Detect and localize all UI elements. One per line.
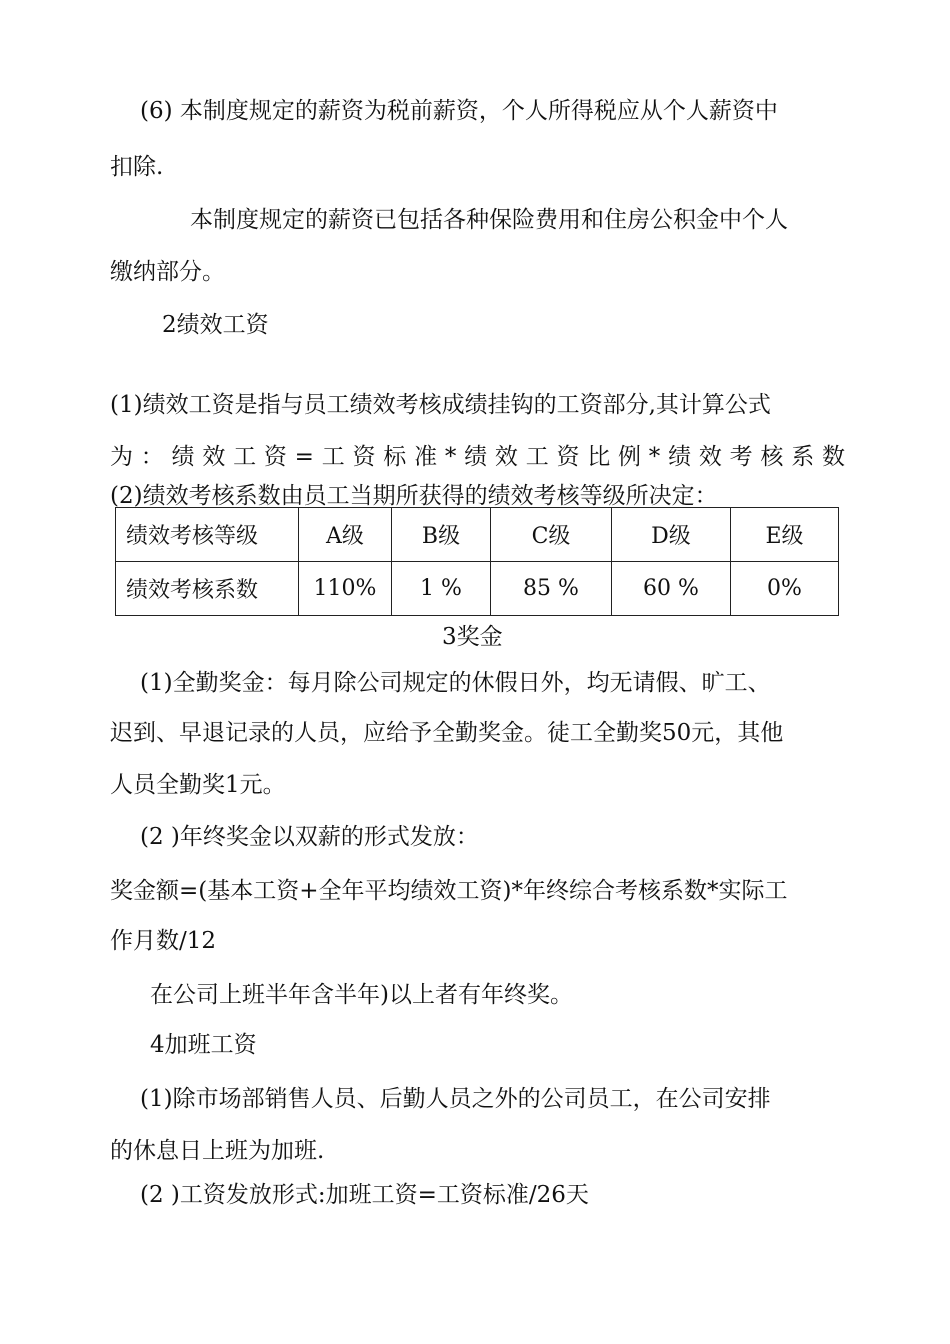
table-cell: 0% <box>731 562 839 616</box>
paragraph-line: 扣除. <box>110 154 164 180</box>
table-header-cell: E级 <box>731 508 839 562</box>
paragraph-line: (1)全勤奖金：每月除公司规定的休假日外，均无请假、旷工、 <box>140 670 771 696</box>
table-cell: 85 % <box>491 562 612 616</box>
paragraph-line: 迟到、早退记录的人员，应给予全勤奖金。徒工全勤奖50元，其他 <box>110 720 784 746</box>
table-header-cell: A级 <box>299 508 392 562</box>
table-row <box>116 508 839 562</box>
paragraph-line: (1)绩效工资是指与员工绩效考核成绩挂钩的工资部分,其计算公式 <box>110 392 771 418</box>
paragraph-line: 本制度规定的薪资已包括各种保险费用和住房公积金中个人 <box>190 207 788 233</box>
paragraph-line: 的休息日上班为加班. <box>110 1138 325 1164</box>
paragraph-line: (1)除市场部销售人员、后勤人员之外的公司员工，在公司安排 <box>140 1086 771 1112</box>
table-cell: 绩效考核系数 <box>116 562 299 616</box>
paragraph-line: 缴纳部分。 <box>110 259 225 285</box>
paragraph-line: 人员全勤奖1元。 <box>110 772 286 798</box>
paragraph-line: 在公司上班半年含半年)以上者有年终奖。 <box>150 982 573 1008</box>
formula-line: 奖金额=(基本工资+全年平均绩效工资)*年终综合考核系数*实际工 <box>110 878 788 904</box>
formula-line: 为：绩效工资=工资标准*绩效工资比例*绩效考核系数 <box>110 444 845 470</box>
paragraph-line: (2)绩效考核系数由员工当期所获得的绩效考核等级所决定： <box>110 483 718 509</box>
table-cell: 110% <box>299 562 392 616</box>
table-cell: 60 % <box>612 562 731 616</box>
table-row <box>116 562 839 616</box>
section-heading: 3奖金 <box>442 624 503 650</box>
paragraph-line: (2 )工资发放形式:加班工资=工资标准/26天 <box>140 1182 589 1208</box>
grade-coefficient-table <box>115 507 839 616</box>
table-header-cell: C级 <box>491 508 612 562</box>
paragraph-line: (6) 本制度规定的薪资为税前薪资，个人所得税应从个人薪资中 <box>140 98 778 124</box>
section-heading: 4加班工资 <box>150 1032 257 1058</box>
table-header-cell: D级 <box>612 508 731 562</box>
table-header-cell: 绩效考核等级 <box>116 508 299 562</box>
table-header-cell: B级 <box>392 508 491 562</box>
paragraph-line: (2 )年终奖金以双薪的形式发放： <box>140 824 479 850</box>
table-cell: 1 % <box>392 562 491 616</box>
paragraph-line: 作月数/12 <box>110 928 217 954</box>
section-heading: 2绩效工资 <box>162 312 269 338</box>
